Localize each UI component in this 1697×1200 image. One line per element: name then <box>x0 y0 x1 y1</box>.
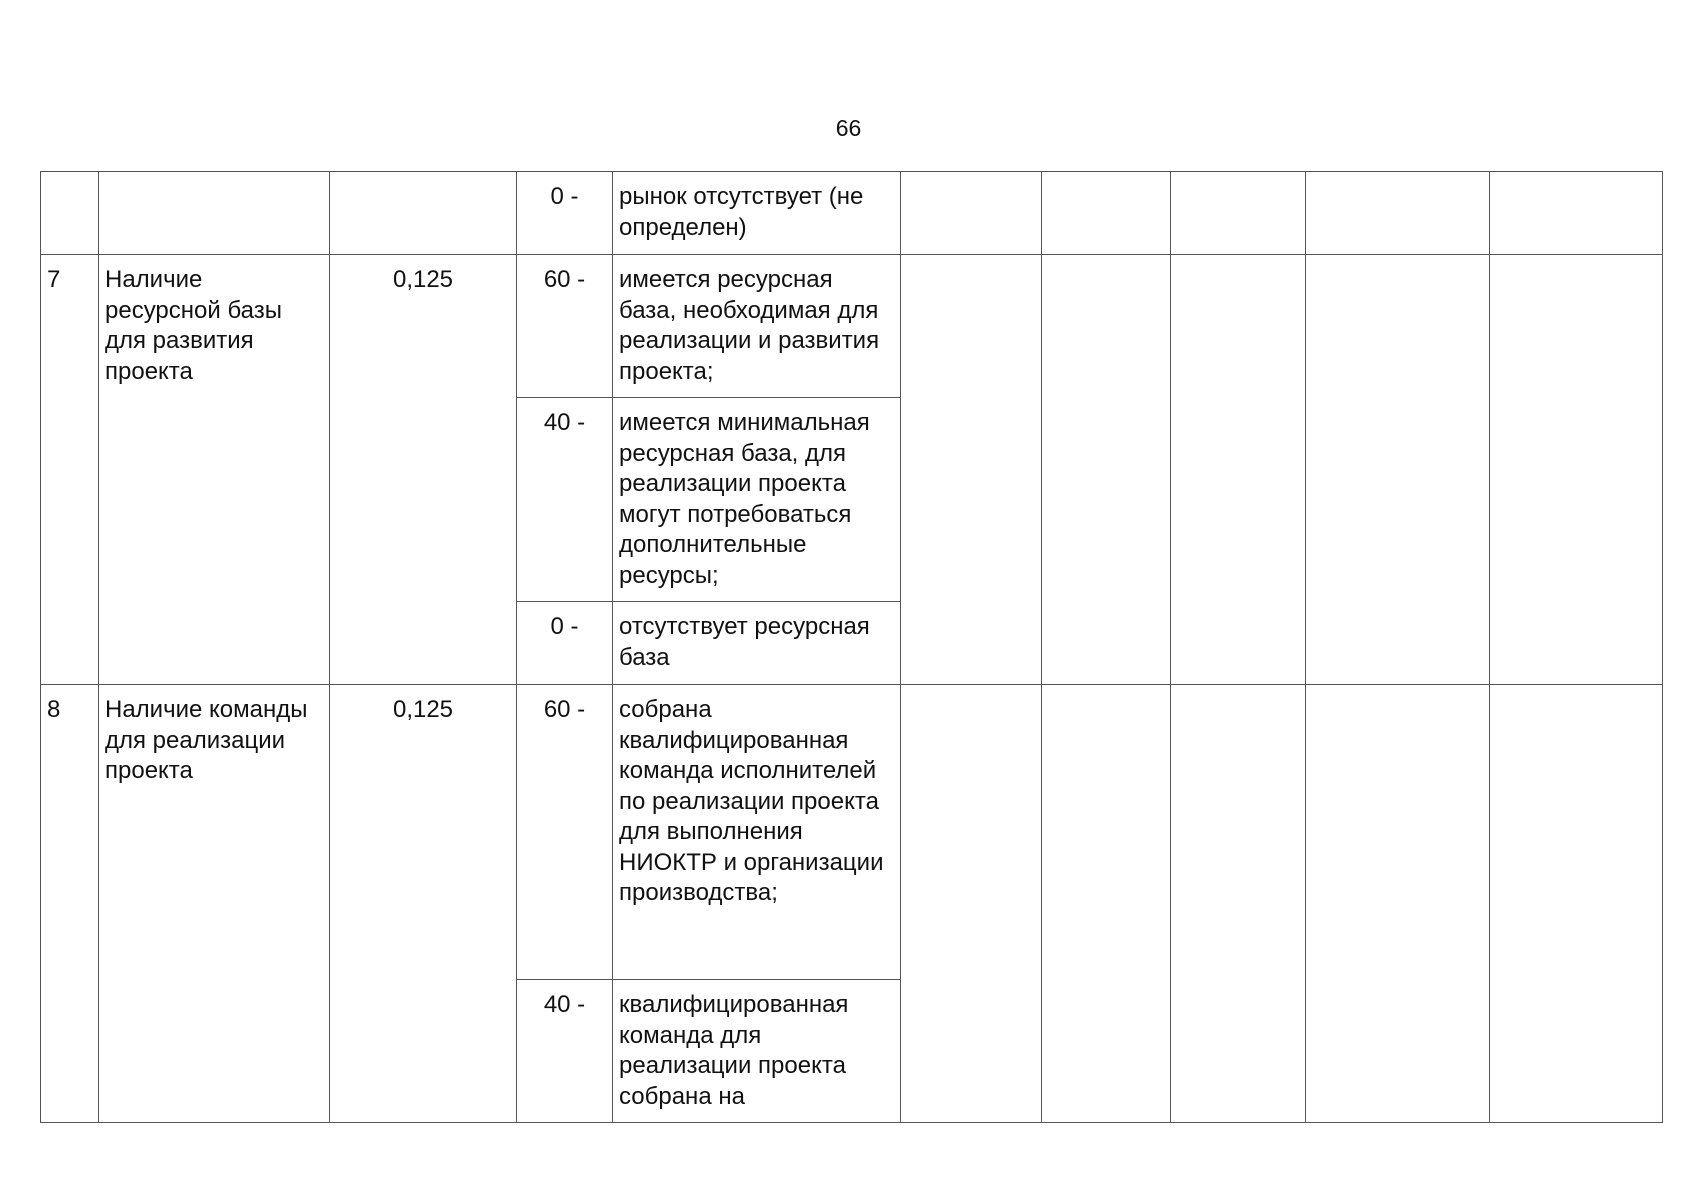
empty-cell <box>901 685 1042 1123</box>
score-cell: 60 - <box>517 255 613 398</box>
score-cell: 0 - <box>517 602 613 685</box>
weight-cell: 0,125 <box>330 255 517 685</box>
empty-cell <box>901 255 1042 685</box>
criterion-cell: Наличие ресурсной базы для развития проекта <box>99 255 330 685</box>
empty-cell <box>1490 685 1663 1123</box>
empty-cell <box>1306 172 1490 255</box>
row-number: 8 <box>41 685 99 1123</box>
empty-cell <box>1042 685 1171 1123</box>
score-description-cell: рынок отсутствует (не определен) <box>613 172 901 255</box>
empty-cell <box>1490 255 1663 685</box>
row-number: 7 <box>41 255 99 685</box>
weight-cell: 0,125 <box>330 685 517 1123</box>
empty-cell <box>1042 255 1171 685</box>
empty-cell <box>1171 685 1306 1123</box>
score-cell: 0 - <box>517 172 613 255</box>
score-description-cell: имеется ресурсная база, необходимая для реализации и развития проекта; <box>613 255 901 398</box>
criterion-cell <box>99 172 330 255</box>
empty-cell <box>1306 255 1490 685</box>
score-cell: 60 - <box>517 685 613 980</box>
score-description-cell: квалифицированная команда для реализации проекта собрана на <box>613 980 901 1123</box>
empty-cell <box>1490 172 1663 255</box>
table-row <box>41 685 1663 980</box>
page-number: 66 <box>835 115 862 141</box>
empty-cell <box>901 172 1042 255</box>
score-description-cell: отсутствует ресурсная база <box>613 602 901 685</box>
score-description-cell: собрана квалифицированная команда исполнителей по реализации проекта для выполнения НИОКТР и организации производства; <box>613 685 901 980</box>
score-cell: 40 - <box>517 398 613 602</box>
score-description-cell: имеется минимальная ресурсная база, для реализации проекта могут потребоваться дополнительные ресурсы; <box>613 398 901 602</box>
empty-cell <box>1306 685 1490 1123</box>
criterion-cell: Наличие команды для реализации проекта <box>99 685 330 1123</box>
table-row <box>41 172 1663 255</box>
weight-cell <box>330 172 517 255</box>
empty-cell <box>1171 255 1306 685</box>
table-row <box>41 255 1663 398</box>
criteria-table <box>40 171 1663 1123</box>
empty-cell <box>1042 172 1171 255</box>
row-number <box>41 172 99 255</box>
score-cell: 40 - <box>517 980 613 1123</box>
empty-cell <box>1171 172 1306 255</box>
